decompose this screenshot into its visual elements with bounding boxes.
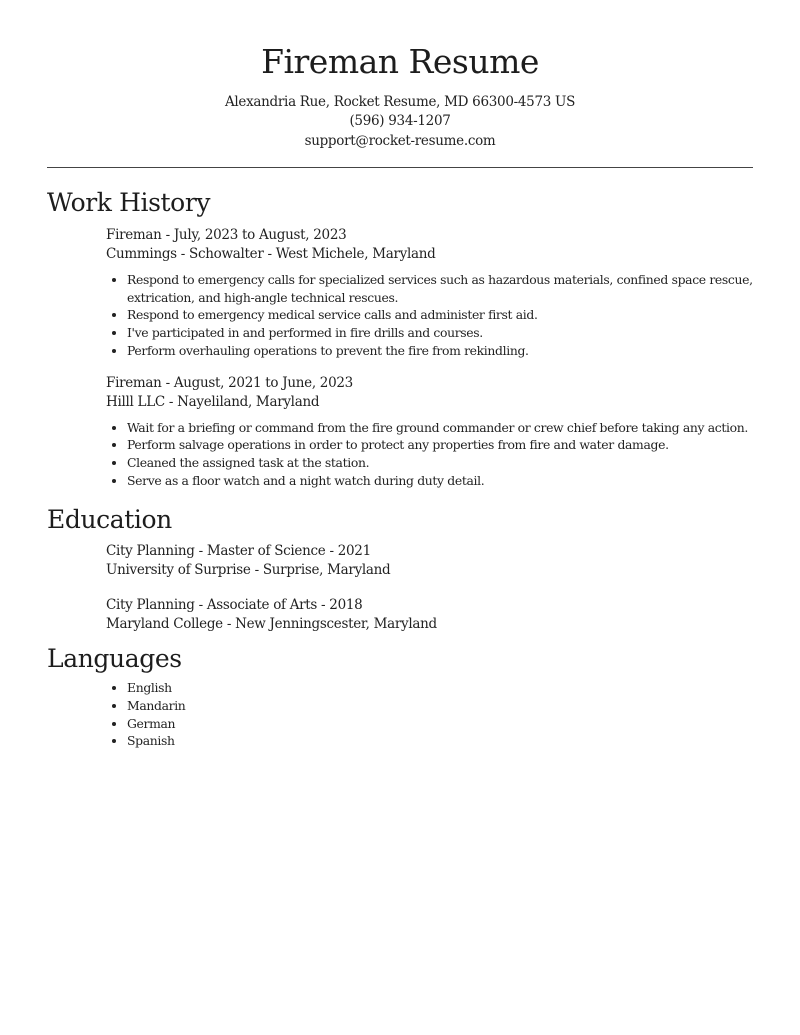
divider xyxy=(47,167,753,168)
list-item: • English xyxy=(127,679,753,697)
resume-body xyxy=(47,186,753,750)
work-entry xyxy=(106,374,753,490)
job-company: Hilll LLC - Nayeliland, Maryland xyxy=(106,393,320,410)
languages-section xyxy=(47,642,753,750)
job-title: Fireman - August, 2021 to June, 2023 xyxy=(106,374,353,391)
list-item: • I've participated in and performed in fire drills and courses. xyxy=(127,324,753,342)
school: University of Surprise - Surprise, Maryland xyxy=(106,562,391,579)
job-duties xyxy=(106,271,753,360)
resume-title: Fireman Resume xyxy=(261,42,539,81)
phone: (596) 934-1207 xyxy=(349,113,451,130)
job-duties xyxy=(106,419,753,490)
degree: City Planning - Associate of Arts - 2018 xyxy=(106,597,363,614)
section-heading: Education xyxy=(47,505,172,535)
email: support@rocket-resume.com xyxy=(304,132,496,149)
contact-info xyxy=(0,93,800,151)
list-item: • Mandarin xyxy=(127,697,753,715)
job-title: Fireman - July, 2023 to August, 2023 xyxy=(106,227,347,243)
work-entry xyxy=(106,226,753,360)
job-company: Cummings - Schowalter - West Michele, Maryland xyxy=(106,246,436,262)
list-item: • Wait for a briefing or command from the fire ground commander or crew chief before taking any action. xyxy=(127,419,753,437)
list-item: • Respond to emergency medical service calls and administer first aid. xyxy=(127,306,753,324)
school: Maryland College - New Jenningscester, Maryland xyxy=(106,616,437,633)
degree: City Planning - Master of Science - 2021 xyxy=(106,543,371,560)
education-section xyxy=(47,503,753,634)
address: Alexandria Rue, Rocket Resume, MD 66300-4573 US xyxy=(224,94,576,110)
list-item: • Respond to emergency calls for specialized services such as hazardous materials, confined space rescue, extrication, and high-angle technical rescues. xyxy=(127,271,753,306)
education-entry xyxy=(106,542,753,580)
education-entry xyxy=(106,596,753,634)
section-heading: Languages xyxy=(47,644,182,674)
list-item: • Perform salvage operations in order to protect any properties from fire and water damage. xyxy=(127,436,753,454)
work-history-section xyxy=(47,186,753,489)
list-item: • Spanish xyxy=(127,732,753,750)
language-list xyxy=(106,679,753,750)
list-item: • Cleaned the assigned task at the station. xyxy=(127,454,753,472)
list-item: • Serve as a floor watch and a night watch during duty detail. xyxy=(127,472,753,490)
section-heading: Work History xyxy=(47,188,211,217)
list-item: • German xyxy=(127,715,753,733)
list-item: • Perform overhauling operations to prevent the fire from rekindling. xyxy=(127,342,753,360)
